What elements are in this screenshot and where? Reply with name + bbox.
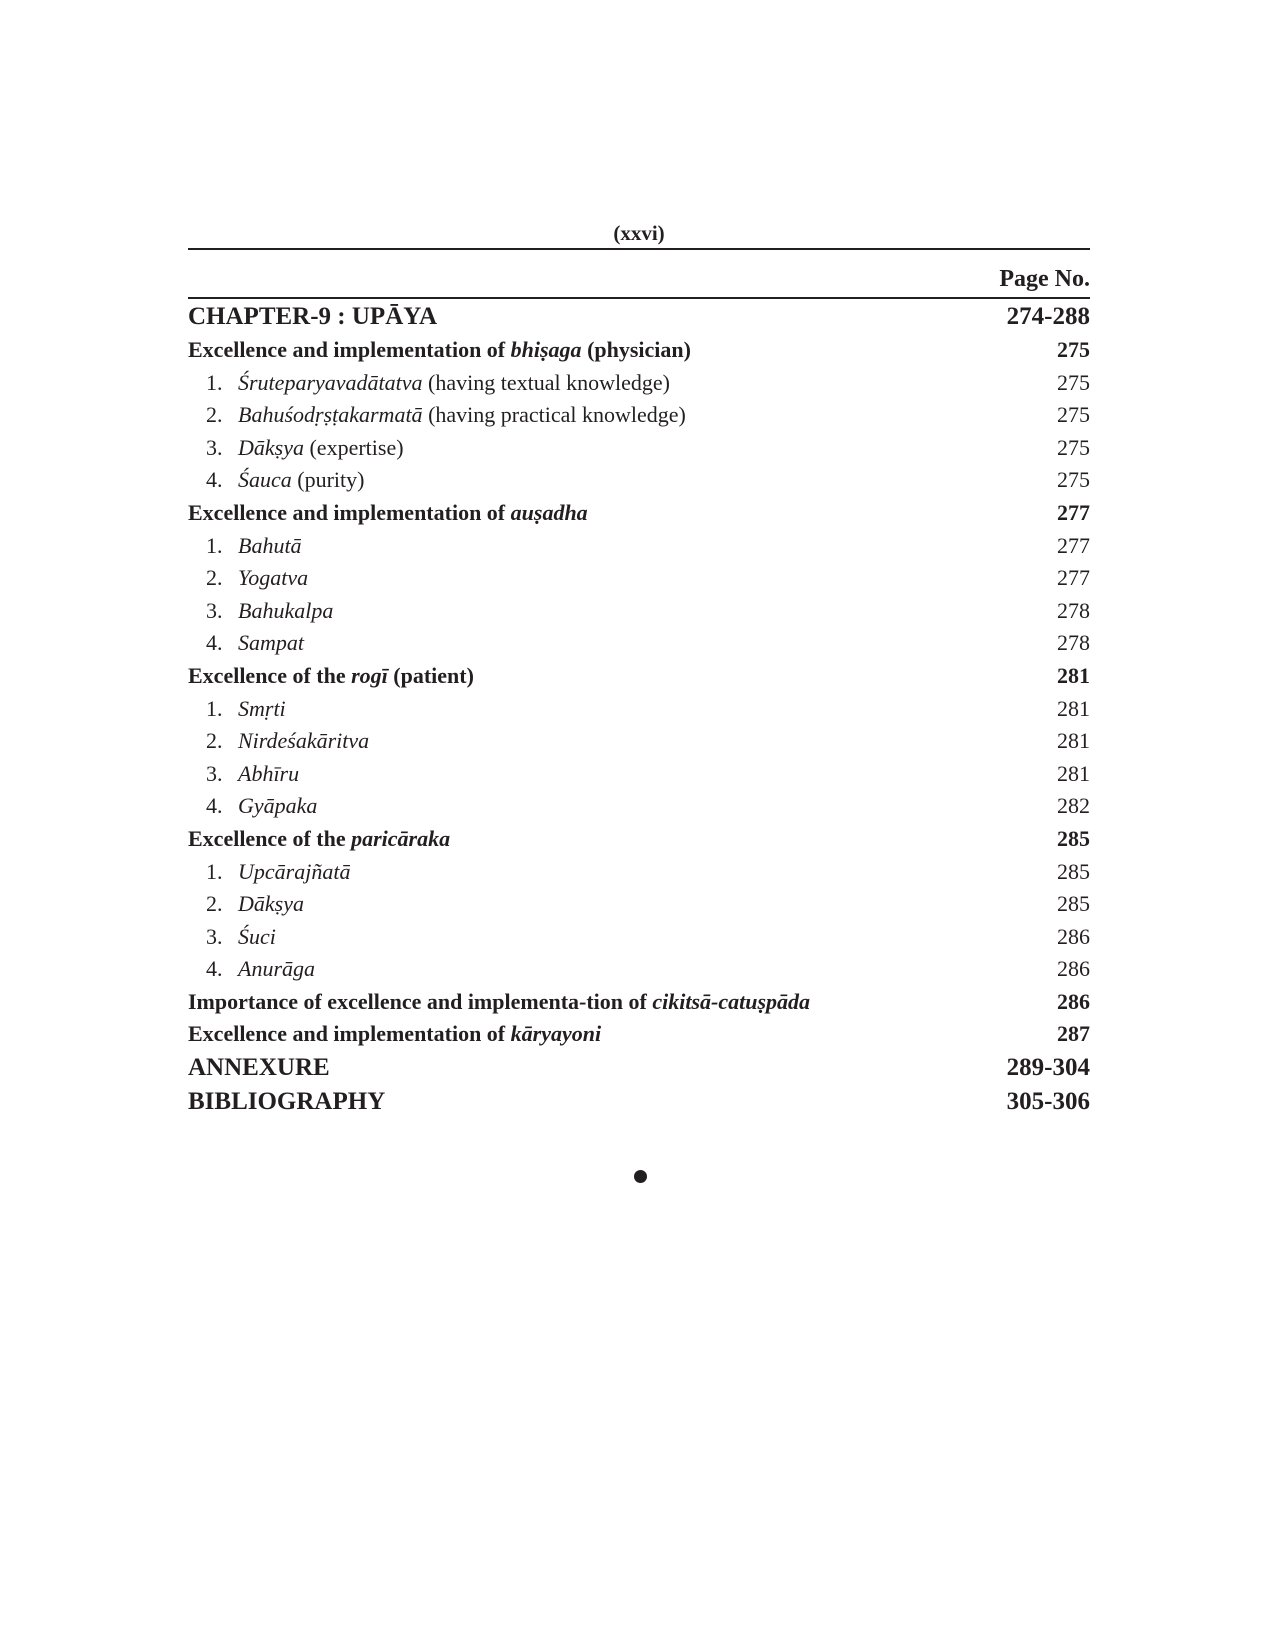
item-row [188, 432, 1090, 465]
item-row [188, 627, 1090, 660]
item-page: 277 [1057, 532, 1090, 558]
item-row [188, 888, 1090, 921]
item-number: 4. [206, 467, 223, 493]
page-no-label: Page No. [999, 266, 1090, 292]
item-page: 275 [1057, 369, 1090, 395]
section-title [188, 660, 474, 693]
item-title [188, 725, 369, 758]
item-row [188, 725, 1090, 758]
item-title [188, 562, 308, 595]
item-number: 2. [206, 402, 223, 428]
item-row [188, 367, 1090, 400]
section-title-prefix: Excellence of the [188, 662, 352, 688]
item-number: 4. [206, 956, 223, 982]
section-page: 286 [1057, 988, 1090, 1014]
section-page: 281 [1057, 662, 1090, 688]
item-number: 4. [206, 630, 223, 656]
item-term: Nirdeśakāritva [238, 728, 370, 754]
item-row [188, 758, 1090, 791]
item-term: Abhīru [238, 760, 300, 786]
item-number: 4. [206, 793, 223, 819]
section-term: auṣadha [510, 499, 588, 525]
end-bullet-icon [634, 1170, 647, 1183]
section-page: 277 [1057, 499, 1090, 525]
item-term: Upcārajñatā [238, 858, 351, 884]
item-term: Bahuśodṛṣṭakarmatā [238, 402, 423, 428]
item-number: 2. [206, 565, 223, 591]
item-term: Śauca [238, 467, 292, 493]
section-page: 285 [1057, 825, 1090, 851]
item-term: Bahutā [238, 532, 302, 558]
item-row [188, 399, 1090, 432]
item-page: 278 [1057, 597, 1090, 623]
item-number: 3. [206, 923, 223, 949]
item-row [188, 953, 1090, 986]
column-heading-rule [188, 297, 1090, 299]
section-title-prefix: Importance of excellence and implementa-tion of [188, 988, 653, 1014]
section-row [188, 986, 1090, 1019]
bibliography-row [188, 1085, 1090, 1119]
item-title [188, 367, 670, 400]
item-title [188, 856, 350, 889]
item-title [188, 953, 315, 986]
item-number: 3. [206, 760, 223, 786]
section-title-prefix: Excellence and implementation of [188, 1021, 511, 1047]
item-term: Smṛti [238, 695, 286, 721]
section-term: kāryayoni [510, 1021, 602, 1047]
item-page: 282 [1057, 793, 1090, 819]
section-title-suffix: (physician) [581, 337, 691, 362]
item-page: 275 [1057, 434, 1090, 460]
item-page: 285 [1057, 891, 1090, 917]
section-row [188, 823, 1090, 856]
item-title [188, 464, 364, 497]
item-page: 281 [1057, 760, 1090, 786]
item-page: 278 [1057, 630, 1090, 656]
item-term: Yogatva [238, 565, 309, 591]
item-term: Gyāpaka [238, 793, 318, 819]
item-page: 281 [1057, 728, 1090, 754]
item-title [188, 399, 686, 432]
section-title [188, 986, 810, 1019]
item-term: Sampat [238, 630, 304, 656]
item-title [188, 530, 302, 563]
item-page: 277 [1057, 565, 1090, 591]
item-title [188, 693, 286, 726]
chapter-pages: 274-288 [1006, 303, 1090, 330]
section-title-prefix: Excellence and implementation of [188, 337, 511, 362]
section-title-suffix: (patient) [387, 662, 474, 688]
item-page: 275 [1057, 467, 1090, 493]
section-title-prefix: Excellence of the [188, 825, 352, 851]
section-row [188, 1018, 1090, 1051]
item-page: 285 [1057, 858, 1090, 884]
section-title [188, 497, 588, 530]
toc-sections [188, 334, 1090, 1051]
item-number: 1. [206, 695, 223, 721]
item-row [188, 530, 1090, 563]
item-row [188, 856, 1090, 889]
item-page: 286 [1057, 956, 1090, 982]
section-page: 287 [1057, 1021, 1090, 1047]
annexure-row [188, 1051, 1090, 1085]
item-note: (having practical knowledge) [422, 402, 686, 428]
chapter-title: CHAPTER-9 : UPĀYA [188, 303, 438, 330]
item-term: Śruteparyavadātatva [238, 369, 423, 395]
section-row [188, 497, 1090, 530]
item-row [188, 562, 1090, 595]
chapter-row [188, 300, 1090, 334]
page-no-column-heading [188, 264, 1090, 294]
section-term: cikitsā-catuṣpāda [652, 988, 811, 1014]
item-number: 1. [206, 532, 223, 558]
item-row [188, 921, 1090, 954]
item-number: 3. [206, 434, 223, 460]
item-row [188, 693, 1090, 726]
item-term: Dākṣya [238, 891, 304, 917]
toc-page [188, 218, 1090, 1119]
section-term: paricāraka [351, 825, 451, 851]
section-title-prefix: Excellence and implementation of [188, 499, 511, 525]
item-title [188, 888, 304, 921]
item-number: 3. [206, 597, 223, 623]
section-row [188, 334, 1090, 367]
annexure-title: ANNEXURE [188, 1054, 330, 1082]
item-term: Dākṣya [238, 434, 304, 460]
item-page: 286 [1057, 923, 1090, 949]
section-row [188, 660, 1090, 693]
item-note: (expertise) [303, 434, 404, 460]
bibliography-pages: 305-306 [1006, 1088, 1090, 1116]
item-page: 275 [1057, 402, 1090, 428]
section-title [188, 334, 691, 367]
item-number: 1. [206, 369, 223, 395]
section-title [188, 823, 450, 856]
item-note: (purity) [291, 467, 365, 493]
page-folio: (xxvi) [613, 221, 665, 245]
item-title [188, 432, 404, 465]
item-title [188, 627, 304, 660]
item-number: 2. [206, 728, 223, 754]
item-number: 1. [206, 858, 223, 884]
item-row [188, 595, 1090, 628]
item-title [188, 595, 333, 628]
item-note: (having textual knowledge) [422, 369, 670, 395]
section-term: rogī [351, 662, 388, 688]
item-title [188, 758, 299, 791]
item-title [188, 790, 317, 823]
item-term: Bahukalpa [238, 597, 334, 623]
item-title [188, 921, 276, 954]
section-page: 275 [1057, 337, 1090, 362]
bibliography-title: BIBLIOGRAPHY [188, 1088, 386, 1116]
header-rule [188, 248, 1090, 250]
item-row [188, 464, 1090, 497]
section-term: bhiṣaga [510, 337, 582, 362]
item-term: Śuci [238, 923, 276, 949]
annexure-pages: 289-304 [1006, 1054, 1090, 1082]
item-number: 2. [206, 891, 223, 917]
section-title [188, 1018, 601, 1051]
item-page: 281 [1057, 695, 1090, 721]
item-term: Anurāga [238, 956, 315, 982]
item-row [188, 790, 1090, 823]
